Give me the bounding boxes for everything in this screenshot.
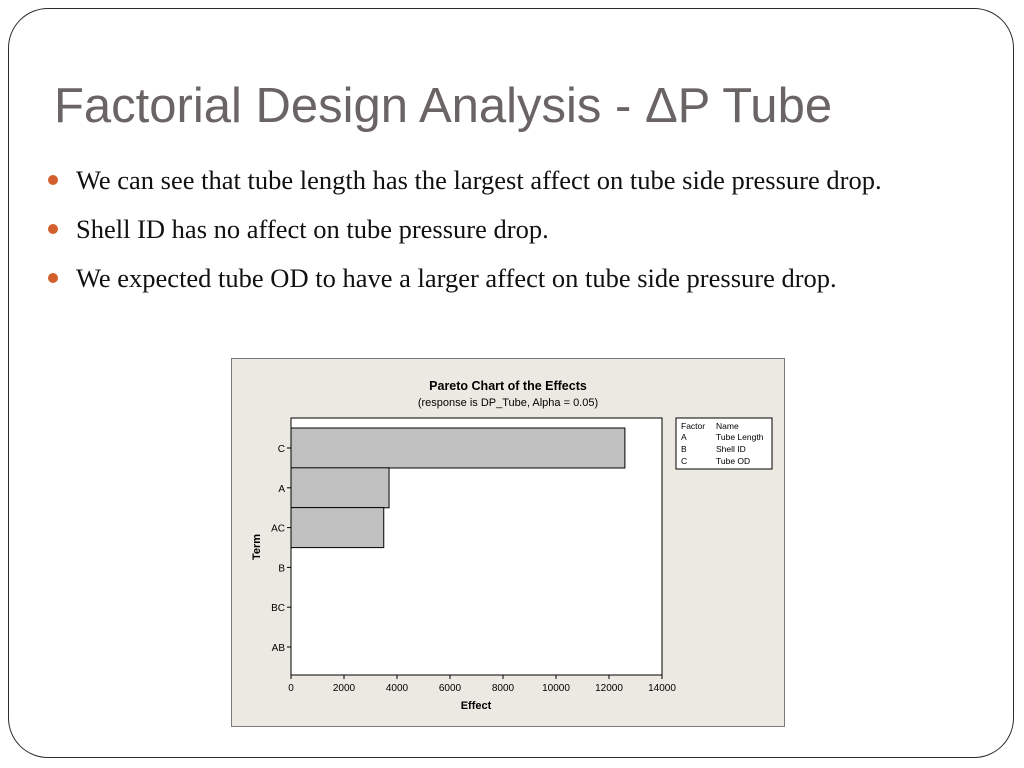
bullet-dot-icon: [48, 273, 58, 283]
x-axis-label: Effect: [460, 700, 492, 712]
y-axis-label: Term: [251, 533, 263, 561]
bar-ac: [291, 508, 384, 548]
legend-factor: C: [681, 456, 688, 466]
bar-a: [291, 468, 389, 508]
y-tick-label: A: [278, 483, 285, 495]
bullet-item: [46, 209, 976, 249]
legend-factor: B: [681, 444, 687, 454]
x-tick-label: 6000: [438, 683, 462, 694]
slide-title: Factorial Design Analysis - ΔP Tube: [54, 79, 833, 133]
legend-header-factor: Factor: [681, 421, 706, 431]
bullet-text: We expected tube OD to have a larger affect on tube side pressure drop.: [76, 263, 837, 293]
x-tick-label: 2000: [332, 683, 356, 694]
legend-factor: A: [681, 432, 687, 442]
legend-box: [676, 418, 772, 469]
y-tick-label: C: [277, 444, 285, 455]
legend-name: Tube Length: [716, 432, 764, 442]
x-tick-label: 12000: [595, 683, 623, 694]
pareto-chart-svg: [232, 359, 784, 726]
bullet-dot-icon: [48, 175, 58, 185]
x-tick-label: 0: [288, 683, 294, 694]
chart-subtitle: (response is DP_Tube, Alpha = 0.05): [417, 397, 599, 409]
legend-name: Shell ID: [716, 444, 746, 454]
y-tick-label: B: [278, 563, 285, 575]
legend-name: Tube OD: [716, 456, 751, 466]
x-tick-label: 14000: [648, 683, 676, 694]
chart-title: Pareto Chart of the Effects: [429, 379, 587, 393]
bullet-text: Shell ID has no affect on tube pressure drop.: [76, 214, 549, 244]
legend-header-name: Name: [716, 421, 739, 431]
x-tick-label: 8000: [491, 683, 515, 694]
y-tick-label: AC: [271, 523, 285, 535]
pareto-chart: [231, 358, 785, 727]
bullet-dot-icon: [48, 224, 58, 234]
bullet-item: [46, 258, 976, 298]
bullet-item: [46, 160, 976, 200]
y-tick-label: AB: [271, 643, 285, 654]
x-tick-label: 4000: [385, 683, 409, 694]
bullet-list: [46, 160, 976, 307]
x-axis: [288, 675, 676, 694]
x-tick-label: 10000: [542, 683, 570, 694]
y-axis: [271, 444, 291, 654]
y-tick-label: BC: [271, 603, 285, 615]
bullet-text: We can see that tube length has the largest affect on tube side pressure drop.: [76, 165, 882, 195]
bar-c: [291, 428, 625, 468]
